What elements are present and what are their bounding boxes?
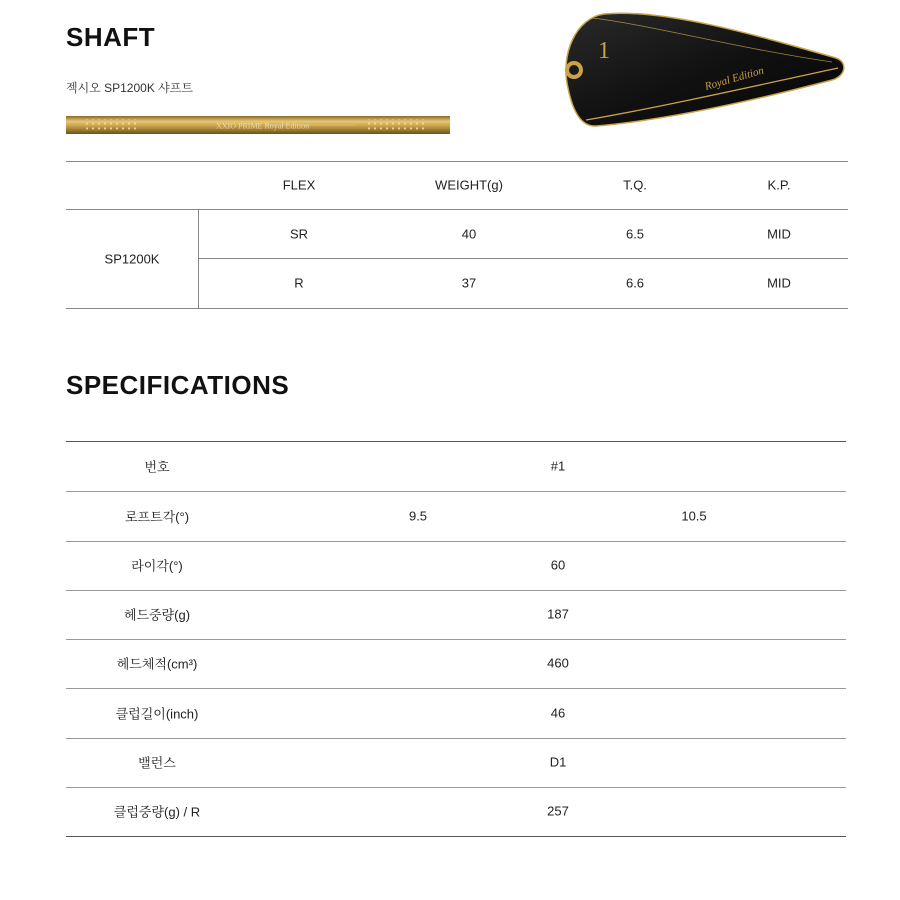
spec-label-head-weight: 헤드중량(g): [123, 607, 191, 623]
specifications-section-title: SPECIFICATIONS: [66, 370, 290, 400]
kick-point-value: MID: [767, 275, 791, 291]
shaft-spec-table: [66, 161, 848, 309]
flex-value: SR: [289, 226, 309, 242]
spec-label-number: 번호: [144, 459, 170, 475]
spec-label-club-length: 클럽길이(inch): [115, 706, 199, 722]
weight-value: 37: [461, 275, 477, 291]
table-rule: [66, 688, 846, 689]
shaft-model-name: SP1200K: [104, 251, 160, 267]
table-rule: [66, 161, 848, 162]
headcover-number: 1: [598, 38, 610, 64]
spec-value-head-weight: 187: [547, 606, 569, 622]
weight-value: 40: [461, 226, 477, 242]
table-rule: [66, 541, 846, 542]
header-torque: T.Q.: [623, 177, 647, 193]
spec-label-balance: 밸런스: [138, 755, 176, 771]
kick-point-value: MID: [767, 226, 791, 242]
spec-value-club-length: 46: [550, 705, 566, 721]
spec-value-loft-2: 10.5: [681, 508, 707, 524]
shaft-image: [66, 116, 450, 134]
specifications-table: [66, 441, 846, 837]
shaft-bar-text: XXIO PRIME Royal Edition: [216, 121, 310, 131]
spec-label-head-volume: 헤드체적(cm³): [116, 656, 198, 672]
spec-value-loft-1: 9.5: [408, 508, 428, 524]
shaft-section-title: SHAFT: [66, 22, 156, 52]
headcover-text: Royal Edition: [703, 64, 766, 93]
spec-value-balance: D1: [549, 754, 567, 770]
table-rule: [66, 590, 846, 591]
spec-label-club-weight: 클럽중량(g) / R: [113, 804, 201, 820]
table-rule: [198, 258, 848, 259]
table-rule: [66, 308, 848, 309]
table-rule: [66, 441, 846, 442]
spec-label-lie: 라이각(°): [131, 558, 183, 574]
table-rule: [66, 491, 846, 492]
spec-value-lie: 60: [550, 557, 566, 573]
header-weight: WEIGHT(g): [435, 177, 503, 193]
flex-value: R: [294, 275, 304, 291]
table-divider: [198, 209, 199, 308]
spec-label-loft: 로프트각(°): [124, 509, 190, 525]
spec-value-head-volume: 460: [547, 655, 569, 671]
table-rule: [66, 639, 846, 640]
torque-value: 6.6: [625, 275, 645, 291]
headcover-image: [556, 8, 848, 130]
header-flex: FLEX: [282, 177, 316, 193]
torque-value: 6.5: [625, 226, 645, 242]
header-kick-point: K.P.: [767, 177, 791, 193]
shaft-model-subtitle: 젝시오 SP1200K 샤프트: [66, 81, 193, 95]
spec-value-club-weight: 257: [547, 803, 569, 819]
table-rule: [66, 787, 846, 788]
table-rule: [66, 836, 846, 837]
table-rule: [66, 738, 846, 739]
spec-value-number: #1: [550, 458, 566, 474]
table-rule: [66, 209, 848, 210]
